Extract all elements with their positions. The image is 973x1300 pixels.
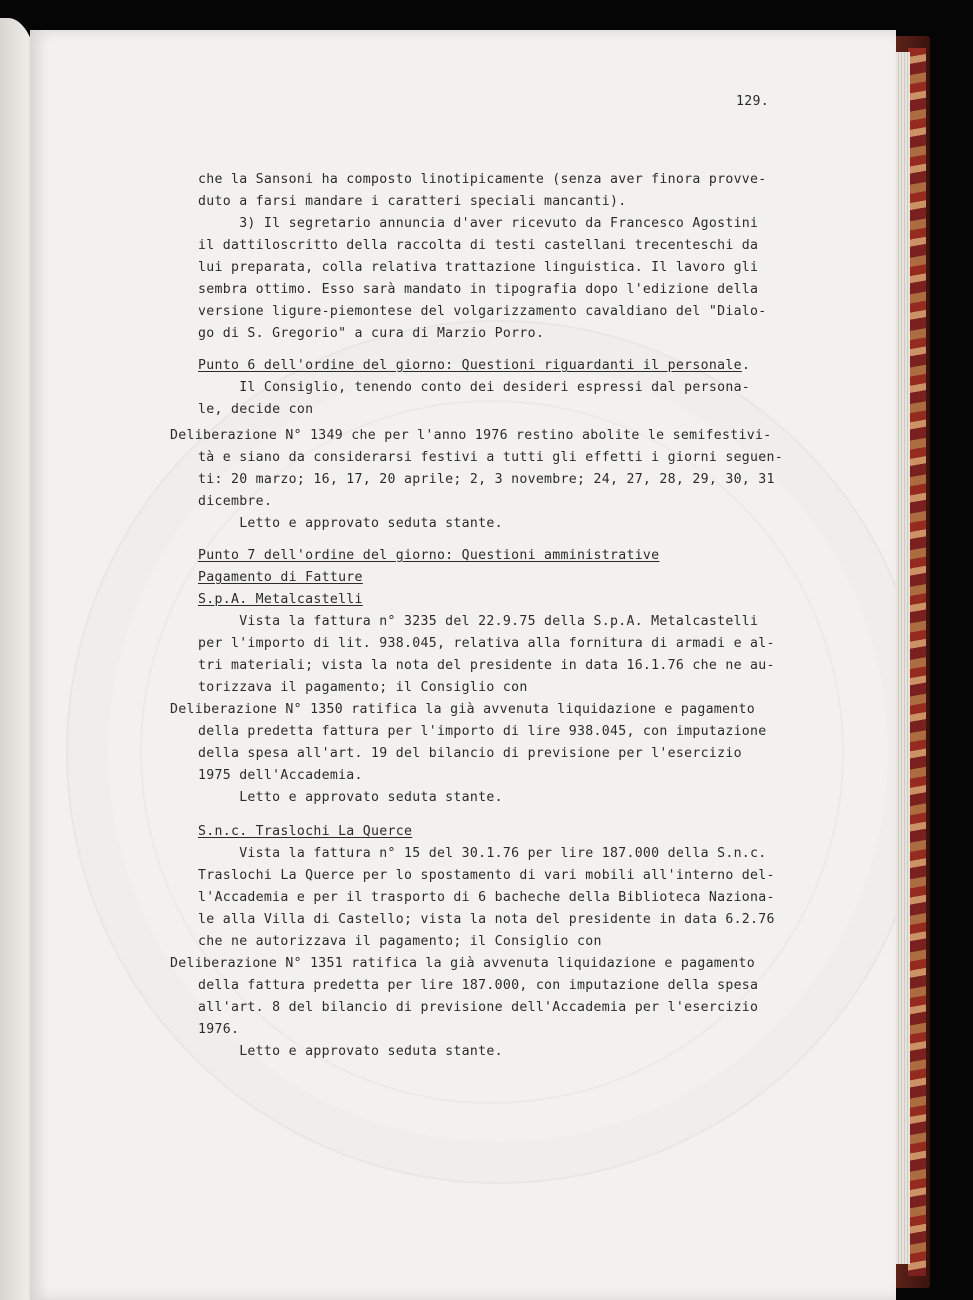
delib1349-line: Letto e approvato seduta stante.	[198, 516, 503, 531]
delib1350-line: della spesa all'art. 19 del bilancio di previsione per l'esercizio	[198, 746, 742, 761]
punto6-heading: Punto 6 dell'ordine del giorno: Questioni riguardanti il personale	[198, 358, 742, 373]
delib1351-line: della fattura predetta per lire 187.000, con imputazione della spesa	[198, 978, 759, 993]
punto6-heading-row	[198, 358, 750, 374]
delib1349-line: tà e siano da considerarsi festivi a tutti gli effetti i giorni seguen-	[198, 450, 784, 465]
delib1349-line: dicembre.	[198, 494, 273, 509]
marbled-edge	[908, 48, 926, 1276]
intro-line: versione ligure-piemontese del volgarizzamento cavaldiano del "Dialo-	[198, 304, 767, 319]
traslochi-line: Traslochi La Querce per lo spostamento di vari mobili all'interno del-	[198, 868, 775, 883]
punto6-heading-end: .	[741, 358, 751, 373]
punto6-line: le, decide con	[198, 402, 314, 417]
metalcastelli-line: Vista la fattura n° 3235 del 22.9.75 della S.p.A. Metalcastelli	[198, 614, 759, 629]
delib1350-line: della predetta fattura per l'importo di lire 938.045, con imputazione	[198, 724, 767, 739]
punto7-heading: Punto 7 dell'ordine del giorno: Questioni amministrative	[198, 548, 660, 563]
intro-line: il dattiloscritto della raccolta di testi castellani trecenteschi da	[198, 238, 759, 253]
page-number: 129.	[736, 94, 769, 109]
traslochi-heading: S.n.c. Traslochi La Querce	[198, 824, 413, 839]
traslochi-line: l'Accademia e per il trasporto di 6 bacheche della Biblioteca Naziona-	[198, 890, 775, 905]
metalcastelli-line: torizzava il pagamento; il Consiglio con	[198, 680, 528, 695]
intro-line: lui preparata, colla relativa trattazione linguistica. Il lavoro gli	[198, 260, 759, 275]
intro-line: 3) Il segretario annuncia d'aver ricevuto da Francesco Agostini	[198, 216, 759, 231]
intro-line: duto a farsi mandare i caratteri speciali mancanti).	[198, 194, 627, 209]
delib1351-line: Letto e approvato seduta stante.	[198, 1044, 503, 1059]
delib1351-line: Deliberazione N° 1351 ratifica la già avvenuta liquidazione e pagamento	[170, 956, 756, 971]
delib1351-line: all'art. 8 del bilancio di previsione dell'Accademia per l'esercizio	[198, 1000, 759, 1015]
delib1350-line: 1975 dell'Accademia.	[198, 768, 363, 783]
traslochi-line: le alla Villa di Castello; vista la nota del presidente in data 6.2.76	[198, 912, 775, 927]
delib1349-line: ti: 20 marzo; 16, 17, 20 aprile; 2, 3 novembre; 24, 27, 28, 29, 30, 31	[198, 472, 775, 487]
metalcastelli-line: per l'importo di lit. 938.045, relativa alla fornitura di armadi e al-	[198, 636, 775, 651]
typed-text	[30, 30, 896, 1300]
punto6-line: Il Consiglio, tenendo conto dei desideri espressi dal persona-	[198, 380, 751, 395]
intro-line: sembra ottimo. Esso sarà mandato in tipografia dopo l'edizione della	[198, 282, 759, 297]
intro-line: go di S. Gregorio" a cura di Marzio Porro.	[198, 326, 545, 341]
delib1351-line: 1976.	[198, 1022, 240, 1037]
delib1350-line: Deliberazione N° 1350 ratifica la già avvenuta liquidazione e pagamento	[170, 702, 756, 717]
delib1349-line: Deliberazione N° 1349 che per l'anno 1976 restino abolite le semifestivi-	[170, 428, 772, 443]
metalcastelli-heading: S.p.A. Metalcastelli	[198, 592, 363, 607]
traslochi-line: Vista la fattura n° 15 del 30.1.76 per lire 187.000 della S.n.c.	[198, 846, 767, 861]
traslochi-line: che ne autorizzava il pagamento; il Consiglio con	[198, 934, 602, 949]
document-page	[30, 30, 896, 1300]
delib1350-line: Letto e approvato seduta stante.	[198, 790, 503, 805]
pagamento-heading: Pagamento di Fatture	[198, 570, 363, 585]
intro-line: che la Sansoni ha composto linotipicamente (senza aver finora provve-	[198, 172, 767, 187]
metalcastelli-line: tri materiali; vista la nota del presidente in data 16.1.76 che ne au-	[198, 658, 775, 673]
